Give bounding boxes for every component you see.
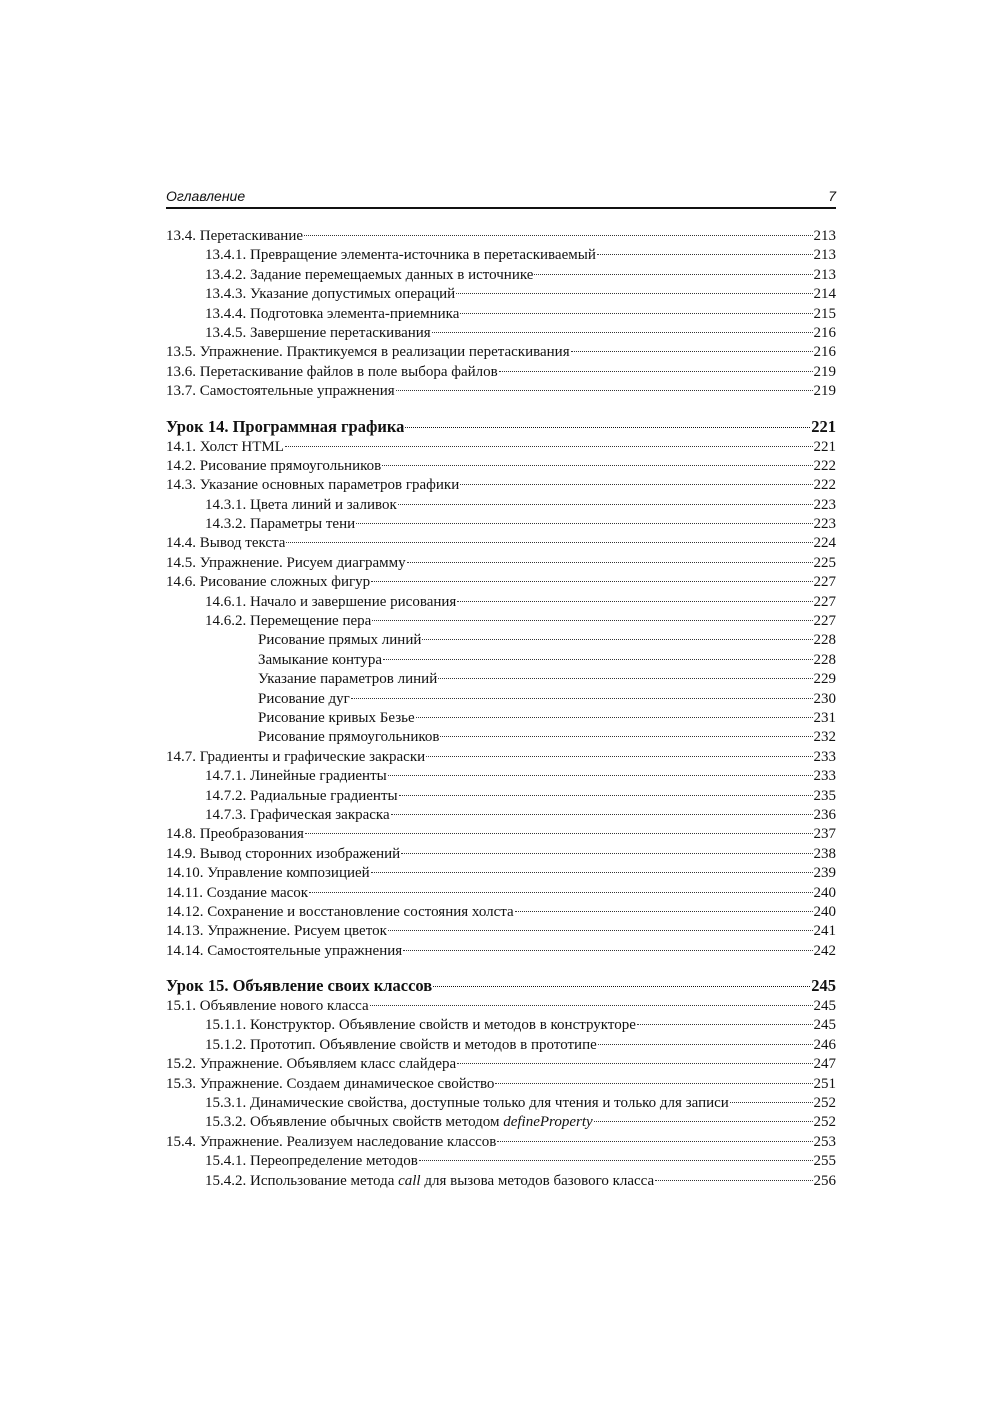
toc-entry	[166, 227, 836, 246]
toc-entry-title: Рисование прямых линий	[258, 632, 422, 649]
toc-page-number: 239	[813, 865, 836, 882]
toc-page-number: 227	[813, 574, 836, 591]
toc-entry-title: Рисование дуг	[258, 690, 350, 707]
toc-entry	[166, 651, 836, 670]
dot-leader	[285, 446, 813, 447]
toc-chapter-entry	[166, 416, 836, 438]
toc-page-number: 245	[813, 1017, 836, 1034]
toc-entry	[166, 363, 836, 382]
dot-leader	[515, 911, 813, 912]
toc-page-number: 235	[813, 787, 836, 804]
dot-leader	[382, 465, 812, 466]
toc-page-number: 213	[813, 228, 836, 244]
dot-leader	[597, 254, 813, 255]
dot-leader	[460, 313, 812, 314]
dot-leader	[305, 833, 813, 834]
dot-leader	[416, 717, 813, 718]
toc-entry	[166, 748, 836, 767]
dot-leader	[371, 872, 813, 873]
toc-page-number: 230	[813, 690, 836, 707]
dot-leader	[383, 659, 813, 660]
dot-leader	[286, 542, 812, 543]
toc-entry	[166, 942, 836, 961]
toc-entry-title: 13.4.4. Подготовка элемента-приемника	[205, 305, 460, 322]
toc-page-number: 224	[813, 535, 836, 552]
toc-entry-title: Урок 15. Объявление своих классов	[166, 976, 433, 996]
dot-leader	[438, 678, 812, 679]
toc-entry-title: 14.6.2. Перемещение пера	[205, 613, 372, 630]
header-page-number: 7	[828, 188, 836, 204]
toc-entry	[166, 1094, 836, 1113]
toc-page-number: 223	[813, 496, 836, 513]
toc-page-number: 255	[813, 1153, 836, 1170]
toc-page-number: 233	[813, 748, 836, 765]
toc-entry	[166, 787, 836, 806]
toc-entry-title: 15.3.1. Динамические свойства, доступные только для чтения и только для записи	[205, 1095, 729, 1112]
dot-leader	[419, 1160, 813, 1161]
toc-entry	[166, 612, 836, 631]
toc-entry-title: 14.7.2. Радиальные градиенты	[205, 787, 398, 804]
toc-page-number: 236	[813, 806, 836, 823]
toc-entry-title: 13.4.1. Превращение элемента-источника в перетаскиваемый	[205, 247, 596, 264]
header-title: Оглавление	[166, 188, 246, 204]
toc-entry	[166, 1055, 836, 1074]
dot-leader	[401, 853, 812, 854]
toc-entry-title: 14.3.2. Параметры тени	[205, 516, 356, 533]
toc-entry-title: 14.7.1. Линейные градиенты	[205, 768, 387, 785]
toc-page-number: 247	[813, 1056, 836, 1073]
toc-entry-title: 14.14. Самостоятельные упражнения	[166, 942, 403, 959]
toc-entry	[166, 343, 836, 362]
toc-entry-title: 14.3. Указание основных параметров графики	[166, 477, 460, 494]
toc-entry	[166, 438, 836, 457]
toc-entry-title: 15.1.1. Конструктор. Объявление свойств и методов в конструкторе	[205, 1017, 636, 1034]
toc-entry-title: 13.7. Самостоятельные упражнения	[166, 383, 395, 400]
toc-entry-title: 15.3.2. Объявление обычных свойств методом defineProperty	[205, 1114, 593, 1131]
toc-page-number: 252	[813, 1095, 836, 1112]
chapter-gap	[166, 961, 836, 975]
toc-page-number: 219	[813, 363, 836, 380]
dot-leader	[396, 390, 813, 391]
dot-leader	[351, 698, 813, 699]
dot-leader	[398, 504, 813, 505]
toc-entry-title: Урок 14. Программная графика	[166, 416, 405, 436]
toc-entry-title: 14.8. Преобразования	[166, 826, 304, 843]
toc-entry	[166, 1075, 836, 1094]
toc-entry	[166, 534, 836, 553]
dot-leader	[456, 293, 812, 294]
dot-leader	[497, 1141, 812, 1142]
toc-entry	[166, 690, 836, 709]
toc-entry-title: 14.10. Управление композицией	[166, 865, 370, 882]
toc-page-number: 238	[813, 845, 836, 862]
toc-entry	[166, 324, 836, 343]
toc-entry	[166, 515, 836, 534]
dot-leader	[432, 332, 813, 333]
toc-page-number: 240	[813, 884, 836, 901]
toc-page-number: 222	[813, 457, 836, 474]
dot-leader	[440, 736, 812, 737]
toc-entry-title: 15.4.1. Переопределение методов	[205, 1153, 418, 1170]
toc-page-number: 219	[813, 383, 836, 400]
toc-page-number: 240	[813, 903, 836, 920]
toc-entry	[166, 1016, 836, 1035]
toc-entry-title: 13.4. Перетаскивание	[166, 228, 304, 244]
dot-leader	[370, 1005, 813, 1006]
toc-entry-title: 15.4. Упражнение. Реализуем наследование классов	[166, 1133, 497, 1150]
dot-leader	[422, 639, 812, 640]
page-header	[166, 187, 836, 209]
dot-leader	[594, 1121, 813, 1122]
toc-entry-title: 14.6. Рисование сложных фигур	[166, 574, 371, 591]
toc-entry	[166, 825, 836, 844]
toc-page-number: 213	[813, 247, 836, 264]
dot-leader	[637, 1024, 813, 1025]
toc-page-number: 242	[813, 942, 836, 959]
toc-entry	[166, 1172, 836, 1191]
toc-entry-title: 13.4.5. Завершение перетаскивания	[205, 324, 431, 341]
dot-leader	[356, 523, 812, 524]
toc-entry-title: 14.12. Сохранение и восстановление состояния холста	[166, 903, 514, 920]
dot-leader	[499, 371, 813, 372]
toc-entry	[166, 709, 836, 728]
chapter-gap	[166, 402, 836, 416]
toc-entry-title: 14.9. Вывод сторонних изображений	[166, 845, 401, 862]
toc-page-number: 227	[813, 593, 836, 610]
toc-entry-title: Рисование кривых Безье	[258, 709, 415, 726]
dot-leader	[655, 1180, 812, 1181]
toc-page-number: 221	[811, 416, 836, 436]
toc-entry-title: 15.2. Упражнение. Объявляем класс слайдера	[166, 1056, 457, 1073]
dot-leader	[571, 351, 813, 352]
toc-page-number: 245	[811, 976, 836, 996]
toc-page-number: 229	[813, 671, 836, 688]
dot-leader	[405, 427, 810, 428]
toc-entry-title: Указание параметров линий	[258, 671, 438, 688]
toc-entry-title: 14.4. Вывод текста	[166, 535, 286, 552]
toc-page-number: 221	[813, 438, 836, 455]
toc-page-number: 251	[813, 1075, 836, 1092]
toc-entry-title: 14.6.1. Начало и завершение рисования	[205, 593, 457, 610]
toc-entry-title: 13.5. Упражнение. Практикуемся в реализации перетаскивания	[166, 344, 570, 361]
dot-leader	[309, 892, 812, 893]
toc-entry-title: 15.3. Упражнение. Создаем динамическое свойство	[166, 1075, 495, 1092]
toc-entry	[166, 728, 836, 747]
toc-page-number: 225	[813, 554, 836, 571]
toc-entry-title: Замыкание контура	[258, 651, 382, 668]
toc-entry	[166, 285, 836, 304]
toc-entry	[166, 1036, 836, 1055]
toc-entry	[166, 767, 836, 786]
toc-entry-title: 13.4.2. Задание перемещаемых данных в источнике	[205, 266, 534, 283]
toc-entry	[166, 903, 836, 922]
toc-page-number: 216	[813, 344, 836, 361]
toc-entry-title: 14.11. Создание масок	[166, 884, 309, 901]
toc-entry	[166, 1113, 836, 1132]
toc-entry-title: 15.1.2. Прототип. Объявление свойств и методов в прототипе	[205, 1036, 597, 1053]
toc-entry	[166, 997, 836, 1016]
toc-page-number: 256	[813, 1172, 836, 1189]
toc-entry	[166, 1152, 836, 1171]
toc-chapter-entry	[166, 975, 836, 997]
dot-leader	[433, 986, 810, 987]
toc-entry	[166, 305, 836, 324]
toc-page-number: 233	[813, 768, 836, 785]
dot-leader	[388, 775, 813, 776]
toc-page-number: 246	[813, 1036, 836, 1053]
toc-page-number: 223	[813, 516, 836, 533]
dot-leader	[399, 795, 813, 796]
dot-leader	[407, 562, 813, 563]
toc-entry	[166, 554, 836, 573]
dot-leader	[457, 601, 812, 602]
dot-leader	[460, 484, 812, 485]
toc-page-number: 215	[813, 305, 836, 322]
toc-entry-title: 14.2. Рисование прямоугольников	[166, 457, 382, 474]
toc-entry	[166, 806, 836, 825]
toc-entry	[166, 593, 836, 612]
toc-entry	[166, 864, 836, 883]
toc-entry-title: 14.1. Холст HTML	[166, 438, 284, 455]
dot-leader	[598, 1044, 813, 1045]
toc-entry	[166, 382, 836, 401]
toc-entry	[166, 845, 836, 864]
toc-page-number: 237	[813, 826, 836, 843]
toc-entry	[166, 670, 836, 689]
toc-entry	[166, 573, 836, 592]
toc-page-number: 227	[813, 613, 836, 630]
toc-page-number: 213	[813, 266, 836, 283]
dot-leader	[426, 756, 812, 757]
toc-page-number: 241	[813, 923, 836, 940]
dot-leader	[457, 1063, 812, 1064]
toc-entry	[166, 457, 836, 476]
toc-page-number: 252	[813, 1114, 836, 1131]
toc-entry	[166, 246, 836, 265]
table-of-contents	[166, 227, 836, 1191]
toc-page-number: 222	[813, 477, 836, 494]
toc-entry	[166, 631, 836, 650]
toc-entry-title: Рисование прямоугольников	[258, 729, 440, 746]
toc-entry	[166, 922, 836, 941]
dot-leader	[388, 930, 813, 931]
toc-entry-title: 14.7. Градиенты и графические закраски	[166, 748, 426, 765]
toc-entry	[166, 496, 836, 515]
dot-leader	[403, 950, 812, 951]
dot-leader	[730, 1102, 813, 1103]
toc-entry-title: 15.4.2. Использование метода call для вызова методов базового класса	[205, 1172, 655, 1189]
dot-leader	[372, 620, 812, 621]
toc-entry-title: 13.6. Перетаскивание файлов в поле выбора файлов	[166, 363, 498, 380]
toc-entry-title: 15.1. Объявление нового класса	[166, 998, 369, 1015]
toc-page-number: 232	[813, 729, 836, 746]
toc-entry	[166, 884, 836, 903]
toc-page-number: 228	[813, 651, 836, 668]
toc-page-number: 231	[813, 709, 836, 726]
toc-entry-title: 14.7.3. Графическая закраска	[205, 806, 390, 823]
dot-leader	[371, 581, 812, 582]
toc-page-number: 245	[813, 998, 836, 1015]
toc-entry	[166, 1133, 836, 1152]
toc-page-number: 228	[813, 632, 836, 649]
toc-page-number: 214	[813, 286, 836, 303]
dot-leader	[495, 1083, 812, 1084]
toc-entry-title: 13.4.3. Указание допустимых операций	[205, 286, 456, 303]
toc-entry-title: 14.3.1. Цвета линий и заливок	[205, 496, 397, 513]
dot-leader	[391, 814, 813, 815]
toc-entry-title: 14.13. Упражнение. Рисуем цветок	[166, 923, 387, 940]
toc-entry	[166, 476, 836, 495]
toc-page-number: 216	[813, 324, 836, 341]
dot-leader	[534, 274, 812, 275]
dot-leader	[304, 235, 812, 236]
toc-page-number: 253	[813, 1133, 836, 1150]
toc-entry-title: 14.5. Упражнение. Рисуем диаграмму	[166, 554, 406, 571]
toc-entry	[166, 266, 836, 285]
